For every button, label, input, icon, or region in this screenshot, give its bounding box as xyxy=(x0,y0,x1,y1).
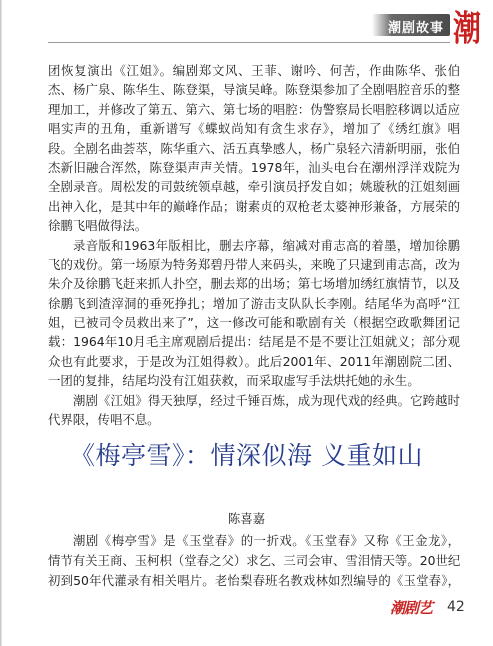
section-header-bar xyxy=(372,14,450,36)
article2-title: 《梅亭雪》：情深似海 义重如山 xyxy=(70,441,423,470)
article2-author: 陈喜嘉 xyxy=(227,511,266,526)
text-line: 载：1964年10月毛主席观剧后提出：结尾是不是不要让江姐就义；部分观 xyxy=(48,334,460,350)
text-line: 情节有关王商、玉柯枳（堂春之父）求乞、三司会审、雪泪情天等。20世纪 xyxy=(48,553,460,568)
text-line: 唱实声的丑角，重新谱写《蝶蚁尚知有贪生求存》，增加了《绣红旗》唱 xyxy=(48,121,460,137)
article2-paragraph-1 xyxy=(48,531,460,591)
magazine-logo: 潮剧艺 xyxy=(390,599,433,617)
text-line: 徐鹏飞到渣滓洞的垂死挣扎；增加了游击支队队长李刚。结尾华为高呼“江 xyxy=(48,295,460,311)
text-line: 出神入化，是其中年的巅峰作品；谢素贞的双枪老太婆神形兼备，方展荣的 xyxy=(48,198,460,214)
article2-body xyxy=(48,531,460,591)
text-line: 杰新旧融合浑然，陈登渠声声关情。1978年，汕头电台在潮州浮洋戏院为 xyxy=(48,159,460,175)
text-line: 朱介及徐鹏飞赶来抓人扑空，删去郑的出场；第七场增加绣红旗情节，以及 xyxy=(48,276,460,292)
article1-paragraph-3 xyxy=(48,391,460,430)
page-spine-shadow xyxy=(0,0,2,646)
article1-paragraph-2 xyxy=(48,236,460,391)
header-divider xyxy=(48,42,450,43)
text-line: 飞的戏份。第一场原为特务郑碧丹带人来码头，来晚了只逮到甫志高，改为 xyxy=(48,256,460,272)
text-line: 团恢复演出《江姐》。编剧郑文风、王菲、谢吟、何苦，作曲陈华、张伯 xyxy=(48,63,460,78)
text-line: 初到50年代灌录有相关唱片。老怡梨春班名教戏林如烈编导的《玉堂春》， xyxy=(48,573,460,588)
article1-body xyxy=(48,61,460,429)
text-line: 全剧录音。周松发的司鼓统领卓越，牵引演员抒发自如；姚璇秋的江姐刻画 xyxy=(48,179,460,195)
header-seal-logo: 潮 xyxy=(452,7,481,49)
text-line: 众也有此要求，于是改为江姐得救）。此后2001年、2011年潮剧院二团、 xyxy=(48,353,460,369)
text-line: 潮剧《江姐》得天独厚，经过千锤百炼，成为现代戏的经典。它跨越时 xyxy=(73,392,460,408)
text-line: 段。全剧名曲荟萃，陈华重六、活五真挚感人，杨广泉轻六清新明丽，张伯 xyxy=(48,140,460,156)
text-line: 姐，已被司令员救出来了”，这一修改可能和歌剧有关（根据空政歌舞团记 xyxy=(48,315,460,331)
text-line: 杰、杨广泉、陈华生、陈登渠，导演吴峰。陈登渠参加了全剧唱腔音乐的整 xyxy=(48,82,460,98)
text-line: 录音版和1963年版相比，删去序幕，缩减对甫志高的着墨，增加徐鹏 xyxy=(73,237,460,253)
article1-paragraph-1 xyxy=(48,61,460,236)
section-title: 潮剧故事 xyxy=(387,21,444,36)
text-line: 徐鹏飞唱做得法。 xyxy=(48,218,148,234)
page-number: 42 xyxy=(447,599,465,615)
text-line: 理加工，并修改了第五、第六、第七场的唱腔：伪警察局长唱腔移调以适应 xyxy=(48,101,460,117)
text-line: 潮剧《梅亭雪》是《玉堂春》的一折戏。《玉堂春》又称《王金龙》， xyxy=(73,533,460,548)
text-line: 一团的复排，结尾均没有江姐获救，而采取虚写手法烘托她的永生。 xyxy=(48,373,420,389)
text-line: 代界限，传唱不息。 xyxy=(48,412,160,428)
